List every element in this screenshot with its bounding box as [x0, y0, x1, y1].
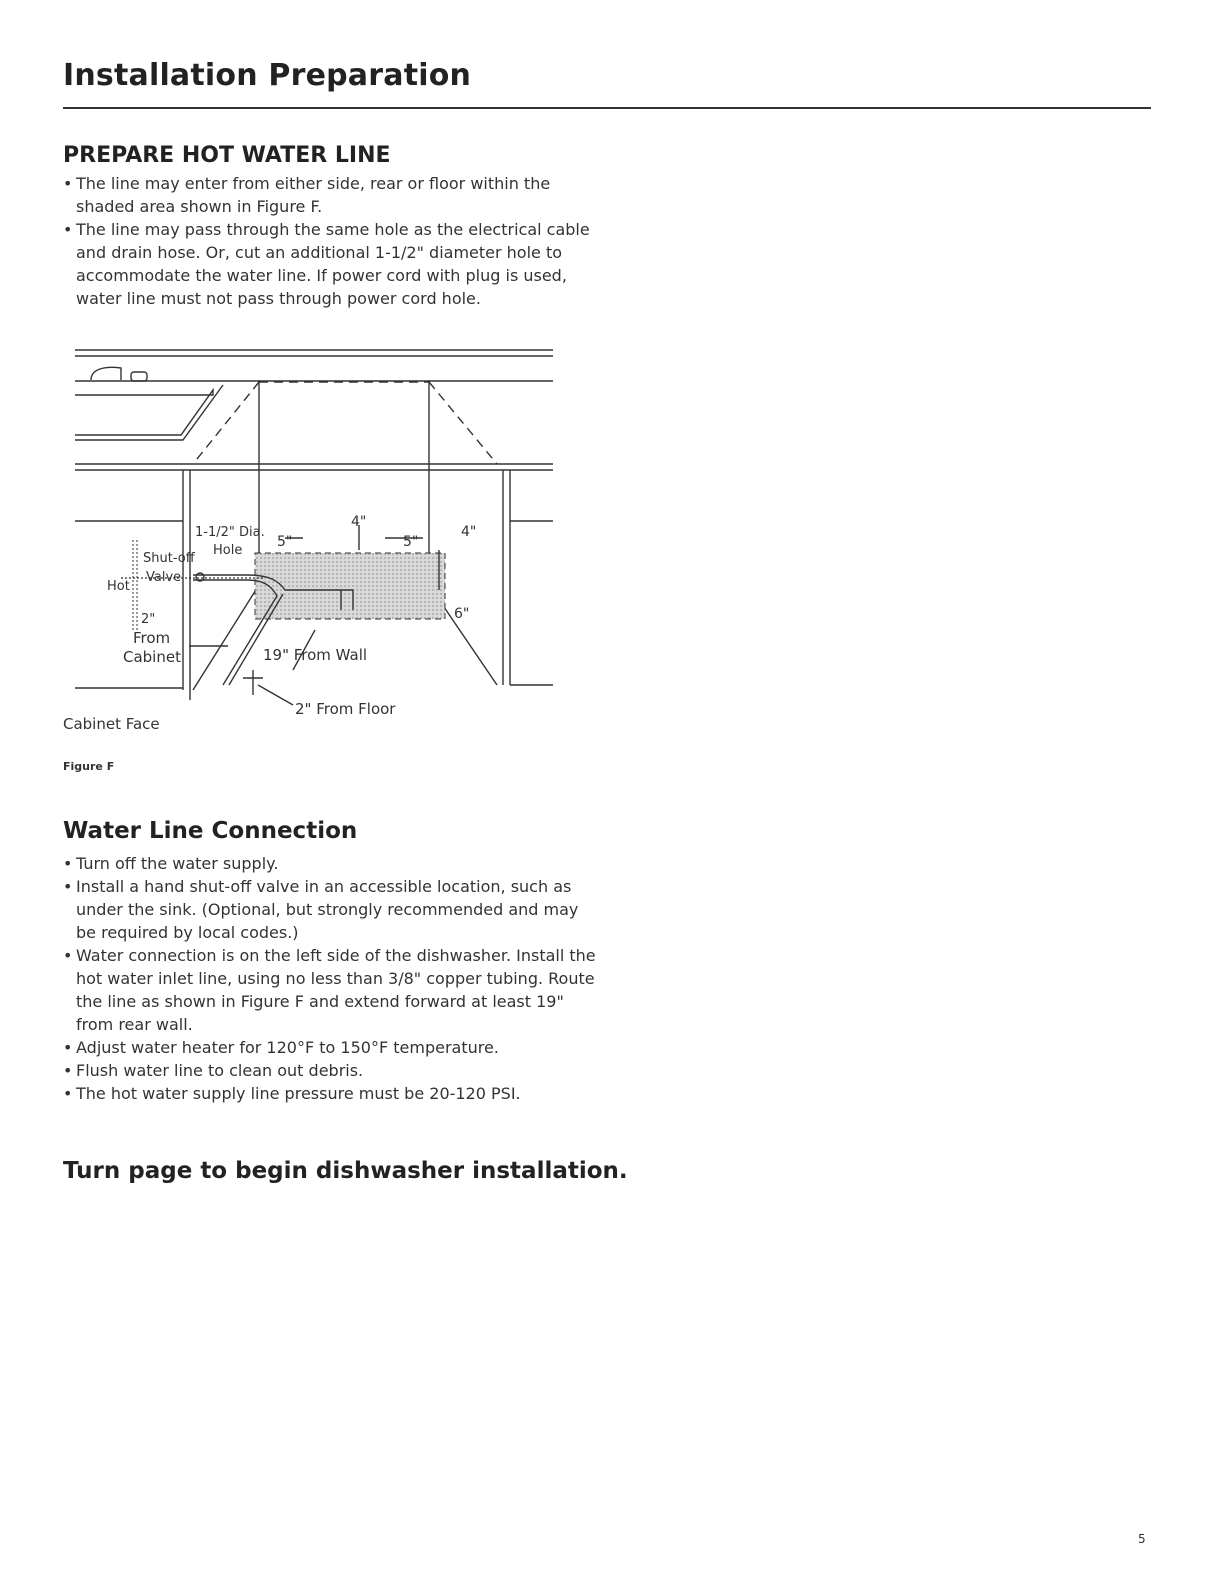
- label-from-wall: 19" From Wall: [263, 646, 368, 664]
- prepare-heading: PREPARE HOT WATER LINE: [63, 143, 391, 168]
- water-bullet-1: • Turn off the water supply.: [63, 852, 603, 875]
- label-two-inch: 2": [141, 612, 156, 627]
- label-six: 6": [454, 606, 470, 622]
- label-hole-dia: 1-1/2" Dia.: [195, 525, 265, 540]
- water-bullet-5: • Flush water line to clean out debris.: [63, 1059, 603, 1082]
- label-from-floor: 2" From Floor: [295, 700, 396, 718]
- label-hot: Hot: [107, 579, 130, 594]
- water-bullet-4: • Adjust water heater for 120°F to 150°F temperature.: [63, 1036, 603, 1059]
- page-title: Installation Preparation: [63, 58, 472, 93]
- label-from: From: [133, 629, 171, 647]
- label-valve: Valve: [146, 570, 182, 585]
- label-five-left: 5": [277, 534, 293, 550]
- label-shutoff: Shut-off: [143, 551, 195, 566]
- title-rule: [63, 107, 1151, 109]
- figure-caption: Figure F: [63, 760, 115, 773]
- prepare-bullet-1: • The line may enter from either side, rear or floor within the shaded area shown in Figure F.: [63, 172, 603, 218]
- shaded-entry-area: [255, 553, 445, 619]
- water-bullet-2: • Install a hand shut-off valve in an accessible location, such as under the sink. (Optional, but strongly recommended and may be required by local codes.): [63, 875, 603, 944]
- label-cabinet-face: Cabinet Face: [63, 715, 160, 733]
- prepare-bullets: [63, 172, 603, 310]
- figure-f-diagram: [63, 340, 563, 740]
- page-number: 5: [1138, 1532, 1146, 1546]
- water-bullet-3: • Water connection is on the left side of the dishwasher. Install the hot water inlet line, using no less than 3/8" copper tubing. Route the line as shown in Figure F and extend forward at least 19" from rear wall.: [63, 944, 603, 1036]
- label-four-top: 4": [351, 514, 367, 530]
- label-five-right: 5": [403, 534, 419, 550]
- water-bullets: [63, 852, 603, 1105]
- closing-instruction: Turn page to begin dishwasher installation.: [63, 1158, 628, 1184]
- label-cabinet: Cabinet: [123, 648, 181, 666]
- water-bullet-6: • The hot water supply line pressure must be 20-120 PSI.: [63, 1082, 603, 1105]
- prepare-bullet-2: • The line may pass through the same hole as the electrical cable and drain hose. Or, cut an additional 1-1/2" diameter hole to accommodate the water line. If power cord with plug is used, water line must not pass through power cord hole.: [63, 218, 603, 310]
- label-four-right: 4": [461, 524, 477, 540]
- water-heading: Water Line Connection: [63, 818, 358, 844]
- label-hole: Hole: [213, 543, 243, 558]
